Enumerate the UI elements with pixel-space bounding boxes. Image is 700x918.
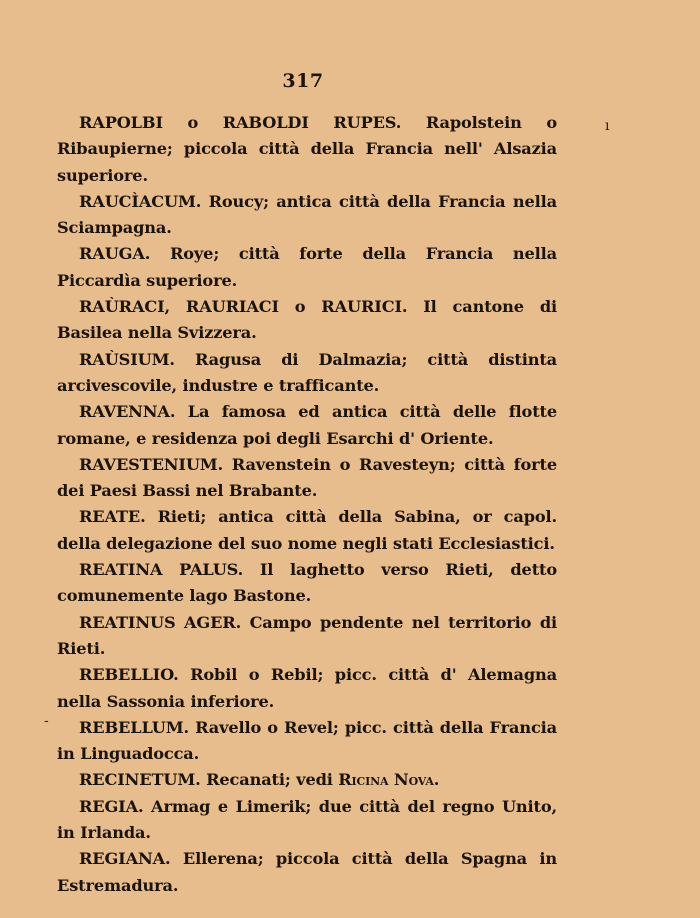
entry-rebellio — [57, 662, 557, 715]
entry-recinetum — [57, 767, 557, 793]
entry-definition: Il laghetto verso Rieti, detto comunemente lago Bastone. — [57, 560, 557, 606]
entry-ravenna — [57, 399, 557, 452]
entry-cross-reference: Ricina Nova — [338, 770, 434, 790]
entry-raucia — [57, 189, 557, 242]
entry-headword: REBELLUM. — [79, 717, 190, 737]
entry-tail: . — [433, 770, 440, 790]
entry-rapolbi — [57, 110, 557, 189]
entry-definition: Robil o Rebil; picc. città d' Alemagna nella Sassonia inferiore. — [57, 665, 557, 711]
entry-rausium — [57, 347, 557, 400]
entry-headword: REGIA. — [79, 796, 144, 816]
entry-definition: Ravenstein o Ravesteyn; città forte dei Paesi Bassi nel Brabante. — [57, 454, 557, 501]
entry-definition: Ellerena; piccola città della Spagna in Estremadura. — [57, 849, 557, 895]
entry-definition: Roye; città forte della Francia nella Piccardìa superiore. — [57, 244, 557, 290]
entry-definition: Il cantone di Basilea nella Svizzera. — [57, 297, 558, 343]
page-number: 317 — [282, 70, 324, 92]
entry-reate — [57, 504, 557, 557]
entry-headword: RAUGA. — [79, 244, 151, 264]
entry-definition: Armag e Limerik; due città del regno Unito, in Irlanda. — [57, 796, 557, 843]
entry-headword: RAÙRACI, RAURIACI o RAURICI. — [79, 297, 408, 317]
entry-definition: Rapolstein o Ribaupierne; piccola città della Francia nell' Alsazia superiore. — [57, 113, 557, 185]
entry-headword: REATINUS AGER. — [79, 612, 242, 632]
entry-headword: REBELLIO. — [79, 665, 179, 685]
entry-ravestenium — [57, 452, 557, 505]
entry-rauga — [57, 241, 557, 294]
margin-mark-left: - — [44, 713, 49, 729]
entry-definition: La famosa ed antica città delle flotte romane, e residenza poi degli Esarchi d' Oriente. — [57, 402, 557, 448]
entry-definition: Campo pendente nel territorio di Rieti. — [57, 612, 557, 658]
entry-headword: RAÙSIUM. — [79, 349, 175, 369]
entry-definition: Recanati; vedi — [200, 770, 339, 790]
entry-definition: Ravello o Revel; picc. città della Francia in Linguadocca. — [57, 717, 557, 764]
entry-headword: RAVESTENIUM. — [79, 454, 224, 474]
margin-mark-right: ı — [605, 118, 610, 134]
entry-headword: REATINA PALUS. — [79, 560, 244, 580]
entry-headword: RECINETUM. — [79, 770, 201, 790]
entry-rebellum — [57, 715, 557, 768]
entry-regia — [57, 794, 557, 847]
entry-headword: REGIANA. — [79, 849, 171, 869]
entry-reatinus-ager — [57, 610, 557, 663]
entry-headword: RAUCÌACUM. — [79, 191, 202, 211]
entry-definition: Ragusa di Dalmazia; città distinta arcivescovile, industre e trafficante. — [57, 349, 557, 395]
entry-definition: Rieti; antica città della Sabina, or capol. della delegazione del suo nome negli stati Ecclesiastici. — [57, 507, 557, 553]
entry-regiana — [57, 846, 557, 899]
entry-definition: Roucy; antica città della Francia nella Sciampagna. — [57, 191, 557, 238]
entry-reatina-palus — [57, 557, 557, 610]
dictionary-entries — [57, 110, 557, 899]
entry-rauraci — [57, 294, 557, 347]
entry-headword: REATE. — [79, 507, 146, 527]
entry-headword: RAVENNA. — [79, 402, 176, 422]
entry-headword: RAPOLBI o RABOLDI RUPES. — [79, 113, 402, 132]
